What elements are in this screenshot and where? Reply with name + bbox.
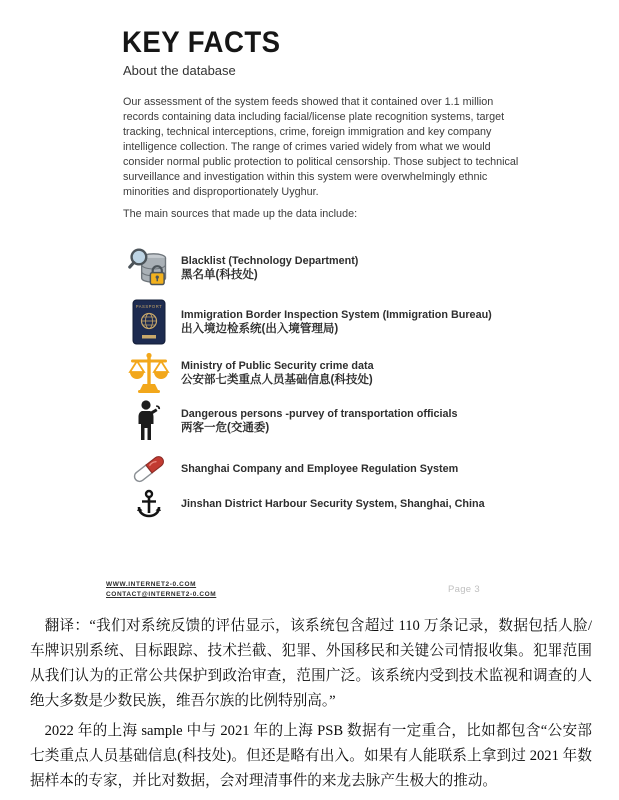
page-subtitle: About the database bbox=[123, 63, 236, 78]
page-title: KEY FACTS bbox=[122, 26, 281, 59]
sources-lead-text: The main sources that made up the data include: bbox=[123, 208, 358, 220]
source-name-zh: 公安部七类重点人员基础信息(科技处) bbox=[181, 373, 373, 386]
website-link[interactable]: WWW.INTERNET2-0.COM bbox=[106, 581, 197, 588]
contact-email-link[interactable]: CONTACT@INTERNET2-0.COM bbox=[106, 591, 217, 598]
svg-text:PASSPORT: PASSPORT bbox=[135, 304, 163, 309]
footer-contact-block bbox=[106, 580, 216, 600]
source-name: Ministry of Public Security crime data bbox=[181, 359, 374, 372]
translation-section bbox=[30, 614, 592, 799]
anchor-icon bbox=[123, 489, 175, 519]
translation-paragraph: 2022 年的上海 sample 中与 2021 年的上海 PSB 数据有一定重合，比如都包含“公安部七类重点人员基础信息(科技处)。但还是略有出入。如果有人能联系上拿到过 2021 年数据样本的专家，并比对数据，会对理清事件的来龙去脉产生极大的推动。 bbox=[30, 723, 592, 789]
translation-paragraph: 翻译：“我们对系统反馈的评估显示，该系统包含超过 110 万条记录，数据包括人脸/车牌识别系统、目标跟踪、技术拦截、犯罪、外国移民和关键公司情报收集。犯罪范围从我们认为的正常公共保护到政治审查，范围广泛。该系统内受到技术监视和调查的人绝大多数是少数民族，维吾尔族的比例特别高。” bbox=[30, 618, 592, 709]
person-icon bbox=[123, 400, 175, 442]
list-item bbox=[123, 399, 553, 443]
source-name: Shanghai Company and Employee Regulation System bbox=[181, 462, 459, 475]
source-name: Immigration Border Inspection System (Immigration Bureau) bbox=[181, 308, 492, 321]
source-name: Blacklist (Technology Department) bbox=[181, 254, 359, 267]
source-name: Dangerous persons -purvey of transportation officials bbox=[181, 407, 458, 420]
source-name: Jinshan District Harbour Security System, Shanghai, China bbox=[181, 497, 485, 510]
source-name-zh: 出入境边检系统(出入境管理局) bbox=[181, 322, 339, 335]
source-name-zh: 两客一危(交通委) bbox=[181, 421, 270, 434]
scales-icon bbox=[123, 352, 175, 394]
pill-icon bbox=[123, 454, 175, 484]
page-number: Page 3 bbox=[448, 584, 480, 595]
list-item bbox=[123, 297, 553, 347]
database-search-lock-icon bbox=[123, 246, 175, 290]
list-item bbox=[123, 351, 553, 395]
source-name-zh: 黑名单(科技处) bbox=[181, 268, 258, 281]
list-item bbox=[123, 487, 553, 521]
list-item bbox=[123, 244, 553, 292]
passport-icon bbox=[123, 299, 175, 345]
intro-paragraph: Our assessment of the system feeds showed that it contained over 1.1 million records containing data including facial/license plate recognition systems, target tracking, technical interceptions, crime, foreign immigration and key company intelligence collection. The range of crimes varied widely from what we would consider normal public protection to political censorship. Those subject to technical surveillance and investigation within this system were overwhelmingly ethnic minorities and disproportionately Uyghur. bbox=[123, 96, 519, 198]
list-item bbox=[123, 452, 553, 486]
